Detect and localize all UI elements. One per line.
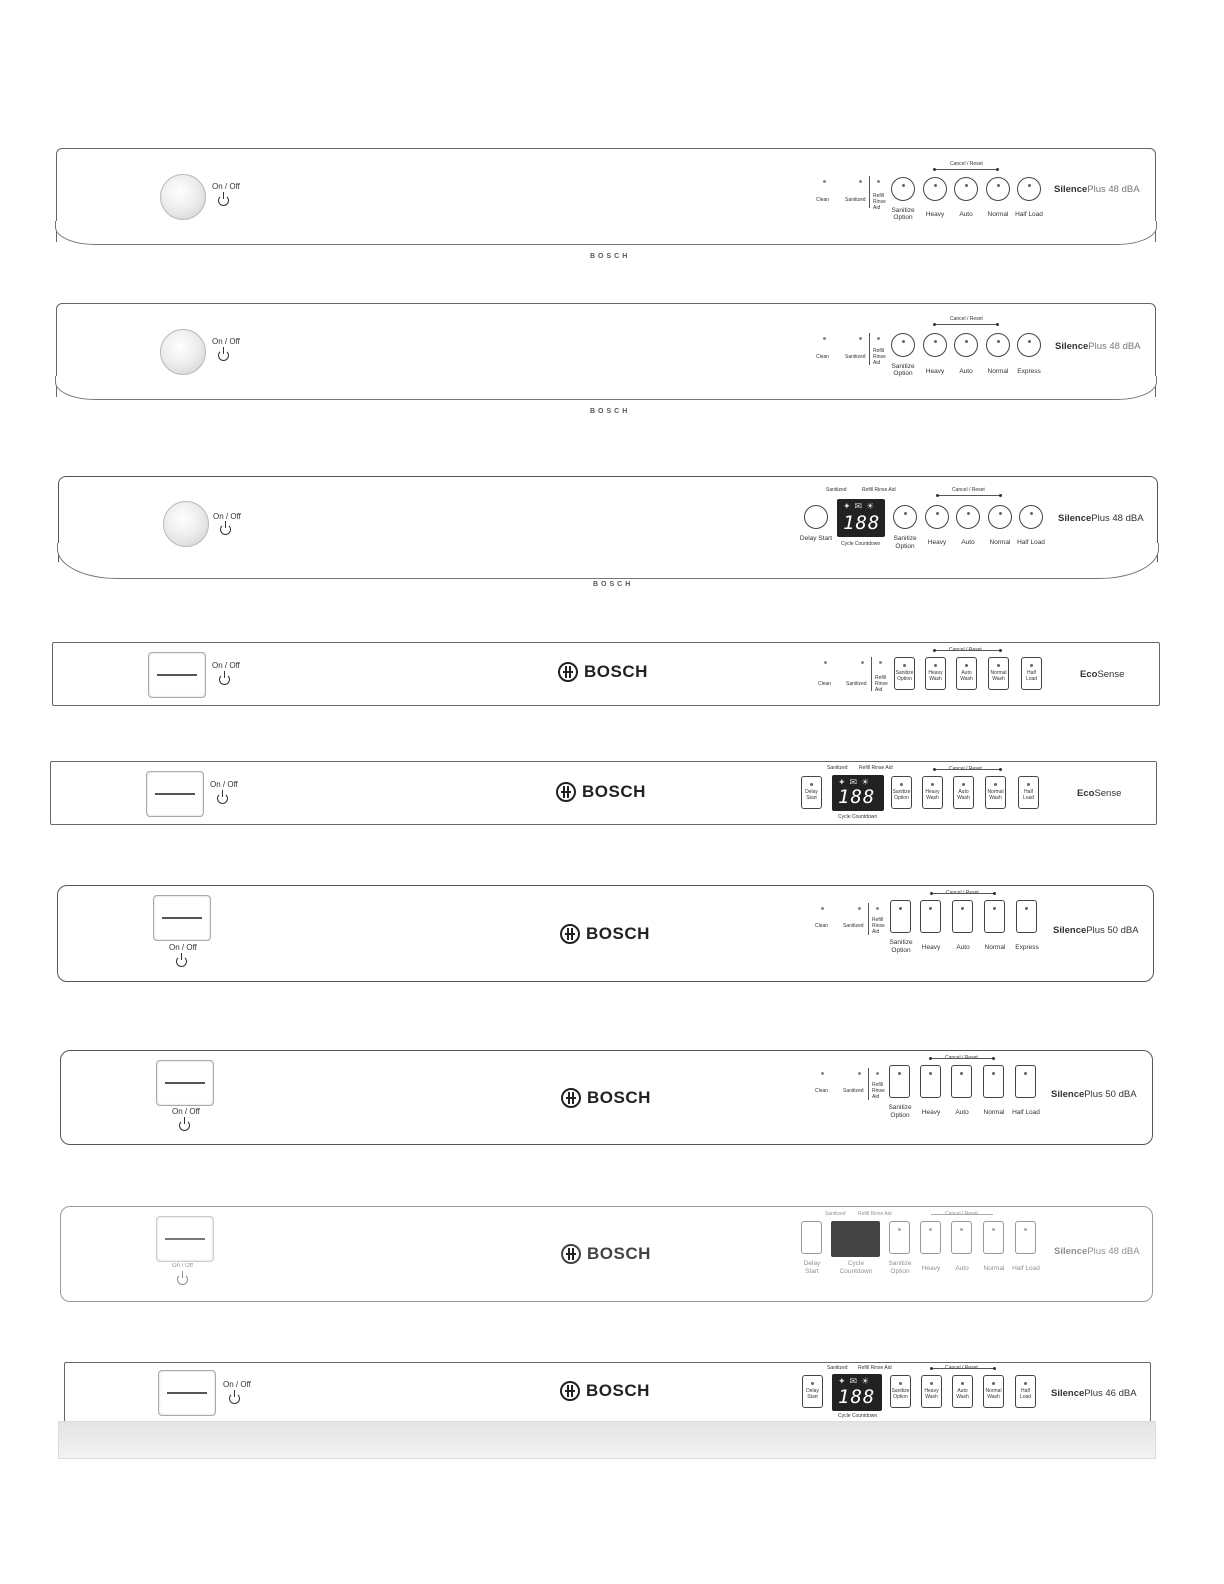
cycle-countdown-display — [831, 1221, 880, 1257]
heavy-label: Heavy — [921, 1265, 941, 1272]
power-icon — [229, 1393, 240, 1404]
half-load-button[interactable]: Half Load — [1018, 776, 1039, 809]
heavy-button[interactable] — [923, 177, 947, 201]
control-panel-3 — [58, 476, 1158, 588]
power-label: On / Off — [172, 1263, 193, 1269]
bosch-emblem-icon — [560, 1381, 580, 1401]
normal-label: Normal — [984, 944, 1006, 951]
clean-led — [824, 661, 827, 664]
power-switch[interactable] — [156, 1216, 214, 1262]
control-panel-6 — [57, 885, 1154, 982]
series-name: SilencePlus 50 dBA — [1053, 925, 1139, 936]
cancel-reset-label: Cancel / Reset — [952, 487, 985, 493]
series-name: SilencePlus 48 dBA — [1055, 341, 1141, 352]
sanitized-led — [859, 337, 862, 340]
normal-label: Normal — [989, 539, 1011, 546]
power-knob[interactable] — [163, 501, 209, 547]
delay-start-button[interactable] — [801, 1221, 822, 1254]
normal-button[interactable] — [983, 1221, 1004, 1254]
rinse-aid-label: Refill Rinse Aid — [873, 193, 886, 211]
half-load-label: Half Load — [1012, 1265, 1040, 1272]
rinse-aid-label: Refill Rinse Aid — [859, 765, 893, 771]
control-panel-1 — [56, 148, 1156, 260]
power-icon — [219, 674, 230, 685]
panel-lip — [55, 221, 1157, 245]
clean-led — [821, 907, 824, 910]
auto-wash-button[interactable]: Auto Wash — [952, 1375, 973, 1408]
dishwasher-door — [58, 1421, 1156, 1459]
series-name: SilencePlus 48 dBA — [1054, 184, 1140, 195]
power-icon — [179, 1120, 190, 1131]
normal-label: Normal — [983, 1265, 1005, 1272]
clean-label: Clean — [815, 1088, 829, 1094]
power-switch[interactable] — [146, 771, 204, 817]
sanitized-label: Sanitized — [843, 1088, 864, 1094]
brand-emblem: BOSCH — [590, 253, 631, 260]
sanitize-option-label: Sanitize Option — [888, 1260, 912, 1275]
sanitize-option-button[interactable]: Sanitize Option — [894, 657, 915, 690]
express-label: Express — [1015, 944, 1039, 951]
sanitize-option-label: Sanitize Option — [888, 1104, 912, 1119]
auto-wash-button[interactable]: Auto Wash — [956, 657, 977, 690]
sanitize-option-button[interactable] — [893, 505, 917, 529]
heavy-button[interactable] — [920, 1065, 941, 1098]
bosch-emblem-icon — [558, 662, 578, 682]
control-panel-5 — [50, 761, 1157, 825]
delay-start-button[interactable]: Delay Start — [802, 1375, 823, 1408]
auto-button[interactable] — [956, 505, 980, 529]
sanitize-option-label: Sanitize Option — [891, 363, 915, 377]
auto-label: Auto — [959, 211, 973, 218]
delay-start-button[interactable] — [804, 505, 828, 529]
rinse-aid-label: Refill Rinse Aid — [872, 1082, 885, 1100]
clean-led — [821, 1072, 824, 1075]
countdown-digits: 188 — [843, 512, 881, 534]
half-load-button[interactable]: Half Load — [1015, 1375, 1036, 1408]
sanitize-option-button[interactable]: Sanitize Option — [890, 1375, 911, 1408]
sanitized-label: Sanitized — [845, 197, 866, 203]
clean-led — [823, 180, 826, 183]
auto-button[interactable] — [951, 1221, 972, 1254]
bosch-emblem-icon — [560, 924, 580, 944]
auto-label: Auto — [955, 1265, 969, 1272]
sanitized-label: Sanitized — [826, 487, 847, 493]
heavy-wash-button[interactable]: Heavy Wash — [922, 776, 943, 809]
sanitize-option-label: Sanitize Option — [891, 207, 915, 221]
auto-wash-button[interactable]: Auto Wash — [953, 776, 974, 809]
cycle-countdown-display — [832, 775, 884, 811]
panel-lip — [55, 376, 1157, 400]
heavy-label: Heavy — [925, 211, 945, 218]
sanitize-option-button[interactable] — [891, 333, 915, 357]
half-load-button[interactable] — [1015, 1065, 1036, 1098]
heavy-label: Heavy — [925, 368, 945, 375]
rinse-aid-led — [876, 907, 879, 910]
half-load-label: Half Load — [1012, 1109, 1040, 1116]
normal-label: Normal — [987, 211, 1009, 218]
series-name: SilencePlus 50 dBA — [1051, 1089, 1137, 1100]
rinse-aid-label: Refill Rinse Aid — [872, 917, 885, 935]
power-icon — [218, 195, 229, 206]
auto-label: Auto — [961, 539, 975, 546]
heavy-wash-button[interactable]: Heavy Wash — [925, 657, 946, 690]
auto-button[interactable] — [951, 1065, 972, 1098]
cancel-reset-label: Cancel / Reset — [950, 161, 983, 167]
sanitized-label: Sanitized — [827, 1365, 848, 1371]
power-switch[interactable] — [158, 1370, 216, 1416]
rinse-aid-label: Refill Rinse Aid — [862, 487, 896, 493]
clean-label: Clean — [815, 923, 829, 929]
heavy-label: Heavy — [921, 944, 941, 951]
power-label: On / Off — [212, 182, 240, 191]
auto-button[interactable] — [954, 177, 978, 201]
control-panel-9 — [64, 1362, 1151, 1422]
rinse-aid-led — [877, 180, 880, 183]
half-load-button[interactable]: Half Load — [1021, 657, 1042, 690]
brand-emblem: BOSCH — [593, 581, 634, 588]
control-panel-2 — [56, 303, 1156, 415]
rinse-aid-label: Refill Rinse Aid — [873, 348, 886, 366]
bosch-logo: BOSCH — [561, 1088, 651, 1108]
power-icon — [176, 956, 187, 967]
heavy-label: Heavy — [927, 539, 947, 546]
series-name: SilencePlus 48 dBA — [1058, 513, 1144, 524]
power-label: On / Off — [212, 661, 240, 670]
status-icons: ✦✉☀ — [838, 777, 874, 787]
power-switch[interactable] — [153, 895, 211, 941]
control-panel-4 — [52, 642, 1160, 706]
half-load-button[interactable] — [1019, 505, 1043, 529]
half-load-label: Half Load — [1015, 211, 1043, 218]
power-label: On / Off — [169, 943, 197, 952]
normal-wash-button[interactable]: Normal Wash — [988, 657, 1009, 690]
power-label: On / Off — [223, 1380, 251, 1389]
normal-wash-button[interactable]: Normal Wash — [983, 1375, 1004, 1408]
rinse-aid-label: Refill Rinse Aid — [875, 675, 888, 693]
bosch-logo: BOSCH — [556, 782, 646, 802]
bosch-logo: BOSCH — [560, 1381, 650, 1401]
rinse-aid-label: Refill Rinse Aid — [858, 1211, 892, 1217]
sanitized-led — [858, 1072, 861, 1075]
sanitized-label: Sanitized — [846, 681, 867, 687]
sanitized-label: Sanitized — [825, 1211, 846, 1217]
half-load-button[interactable] — [1015, 1221, 1036, 1254]
normal-button[interactable] — [988, 505, 1012, 529]
sanitize-option-button[interactable] — [889, 1221, 910, 1254]
auto-label: Auto — [959, 368, 973, 375]
power-label: On / Off — [213, 512, 241, 521]
power-switch[interactable] — [156, 1060, 214, 1106]
auto-button[interactable] — [954, 333, 978, 357]
sanitize-option-button[interactable] — [889, 1065, 910, 1098]
heavy-button[interactable] — [923, 333, 947, 357]
delay-start-label: Delay Start — [799, 535, 833, 542]
cycle-countdown-display — [832, 1374, 882, 1411]
delay-start-label: Delay Start — [803, 1260, 821, 1275]
heavy-button[interactable] — [920, 1221, 941, 1254]
power-switch[interactable] — [148, 652, 206, 698]
express-button[interactable] — [1016, 900, 1037, 933]
auto-label: Auto — [956, 944, 970, 951]
bosch-logo: BOSCH — [561, 1244, 651, 1264]
delay-start-button[interactable]: Delay Start — [801, 776, 822, 809]
rinse-aid-led — [877, 337, 880, 340]
sanitize-option-button[interactable] — [891, 177, 915, 201]
normal-wash-button[interactable]: Normal Wash — [985, 776, 1006, 809]
power-icon — [217, 793, 228, 804]
sanitize-option-label: Sanitize Option — [893, 535, 917, 550]
status-icons: ✦✉☀ — [838, 1376, 874, 1386]
sanitized-label: Sanitized — [843, 923, 864, 929]
sanitize-option-button[interactable]: Sanitize Option — [891, 776, 912, 809]
rinse-aid-label: Refill Rinse Aid — [858, 1365, 892, 1371]
clean-label: Clean — [818, 681, 832, 687]
heavy-label: Heavy — [921, 1109, 941, 1116]
cycle-countdown-label: Cycle Countdown — [838, 1413, 878, 1419]
power-label: On / Off — [210, 780, 238, 789]
series-name: EcoSense — [1080, 669, 1125, 680]
sanitize-option-button[interactable] — [890, 900, 911, 933]
clean-led — [823, 337, 826, 340]
sanitize-option-label: Sanitize Option — [889, 939, 913, 954]
bosch-emblem-icon — [561, 1088, 581, 1108]
heavy-wash-button[interactable]: Heavy Wash — [921, 1375, 942, 1408]
power-knob[interactable] — [160, 329, 206, 375]
bosch-emblem-icon — [556, 782, 576, 802]
control-panel-7 — [60, 1050, 1153, 1145]
cycle-countdown-display — [837, 499, 885, 537]
sanitized-label: Sanitized — [845, 354, 866, 360]
normal-button[interactable] — [986, 177, 1010, 201]
bosch-logo: BOSCH — [560, 924, 650, 944]
rinse-aid-led — [879, 661, 882, 664]
series-name: SilencePlus 48 dBA — [1054, 1246, 1140, 1257]
power-icon — [220, 524, 231, 535]
power-label: On / Off — [172, 1107, 200, 1116]
cancel-reset-label: Cancel / Reset — [950, 316, 983, 322]
clean-label: Clean — [816, 197, 830, 203]
auto-button[interactable] — [952, 900, 973, 933]
heavy-button[interactable] — [925, 505, 949, 529]
heavy-button[interactable] — [920, 900, 941, 933]
sanitized-led — [861, 661, 864, 664]
normal-button[interactable] — [984, 900, 1005, 933]
countdown-digits: 188 — [838, 786, 876, 808]
power-label: On / Off — [212, 337, 240, 346]
express-button[interactable] — [1017, 333, 1041, 357]
status-icons: ✦✉☀ — [843, 501, 879, 511]
series-name: SilencePlus 46 dBA — [1051, 1388, 1137, 1399]
normal-label: Normal — [987, 368, 1009, 375]
cycle-countdown-label: Cycle Countdown — [839, 1260, 873, 1275]
brand-emblem: BOSCH — [590, 408, 631, 415]
sanitized-led — [858, 907, 861, 910]
series-name: EcoSense — [1077, 788, 1122, 799]
panel-lip — [57, 543, 1159, 579]
normal-button[interactable] — [983, 1065, 1004, 1098]
rinse-aid-led — [876, 1072, 879, 1075]
half-load-button[interactable] — [1017, 177, 1041, 201]
express-label: Express — [1017, 368, 1041, 375]
sanitized-led — [859, 180, 862, 183]
normal-button[interactable] — [986, 333, 1010, 357]
power-icon — [218, 350, 229, 361]
control-panel-8 — [60, 1206, 1153, 1302]
sanitized-label: Sanitized — [827, 765, 848, 771]
power-knob[interactable] — [160, 174, 206, 220]
clean-label: Clean — [816, 354, 830, 360]
normal-label: Normal — [983, 1109, 1005, 1116]
auto-label: Auto — [955, 1109, 969, 1116]
half-load-label: Half Load — [1017, 539, 1045, 546]
power-icon — [177, 1274, 188, 1285]
countdown-digits: 188 — [838, 1386, 876, 1408]
cycle-countdown-label: Cycle Countdown — [838, 814, 878, 820]
bosch-emblem-icon — [561, 1244, 581, 1264]
bosch-logo: BOSCH — [558, 662, 648, 682]
cycle-countdown-label: Cycle Countdown — [841, 541, 881, 547]
